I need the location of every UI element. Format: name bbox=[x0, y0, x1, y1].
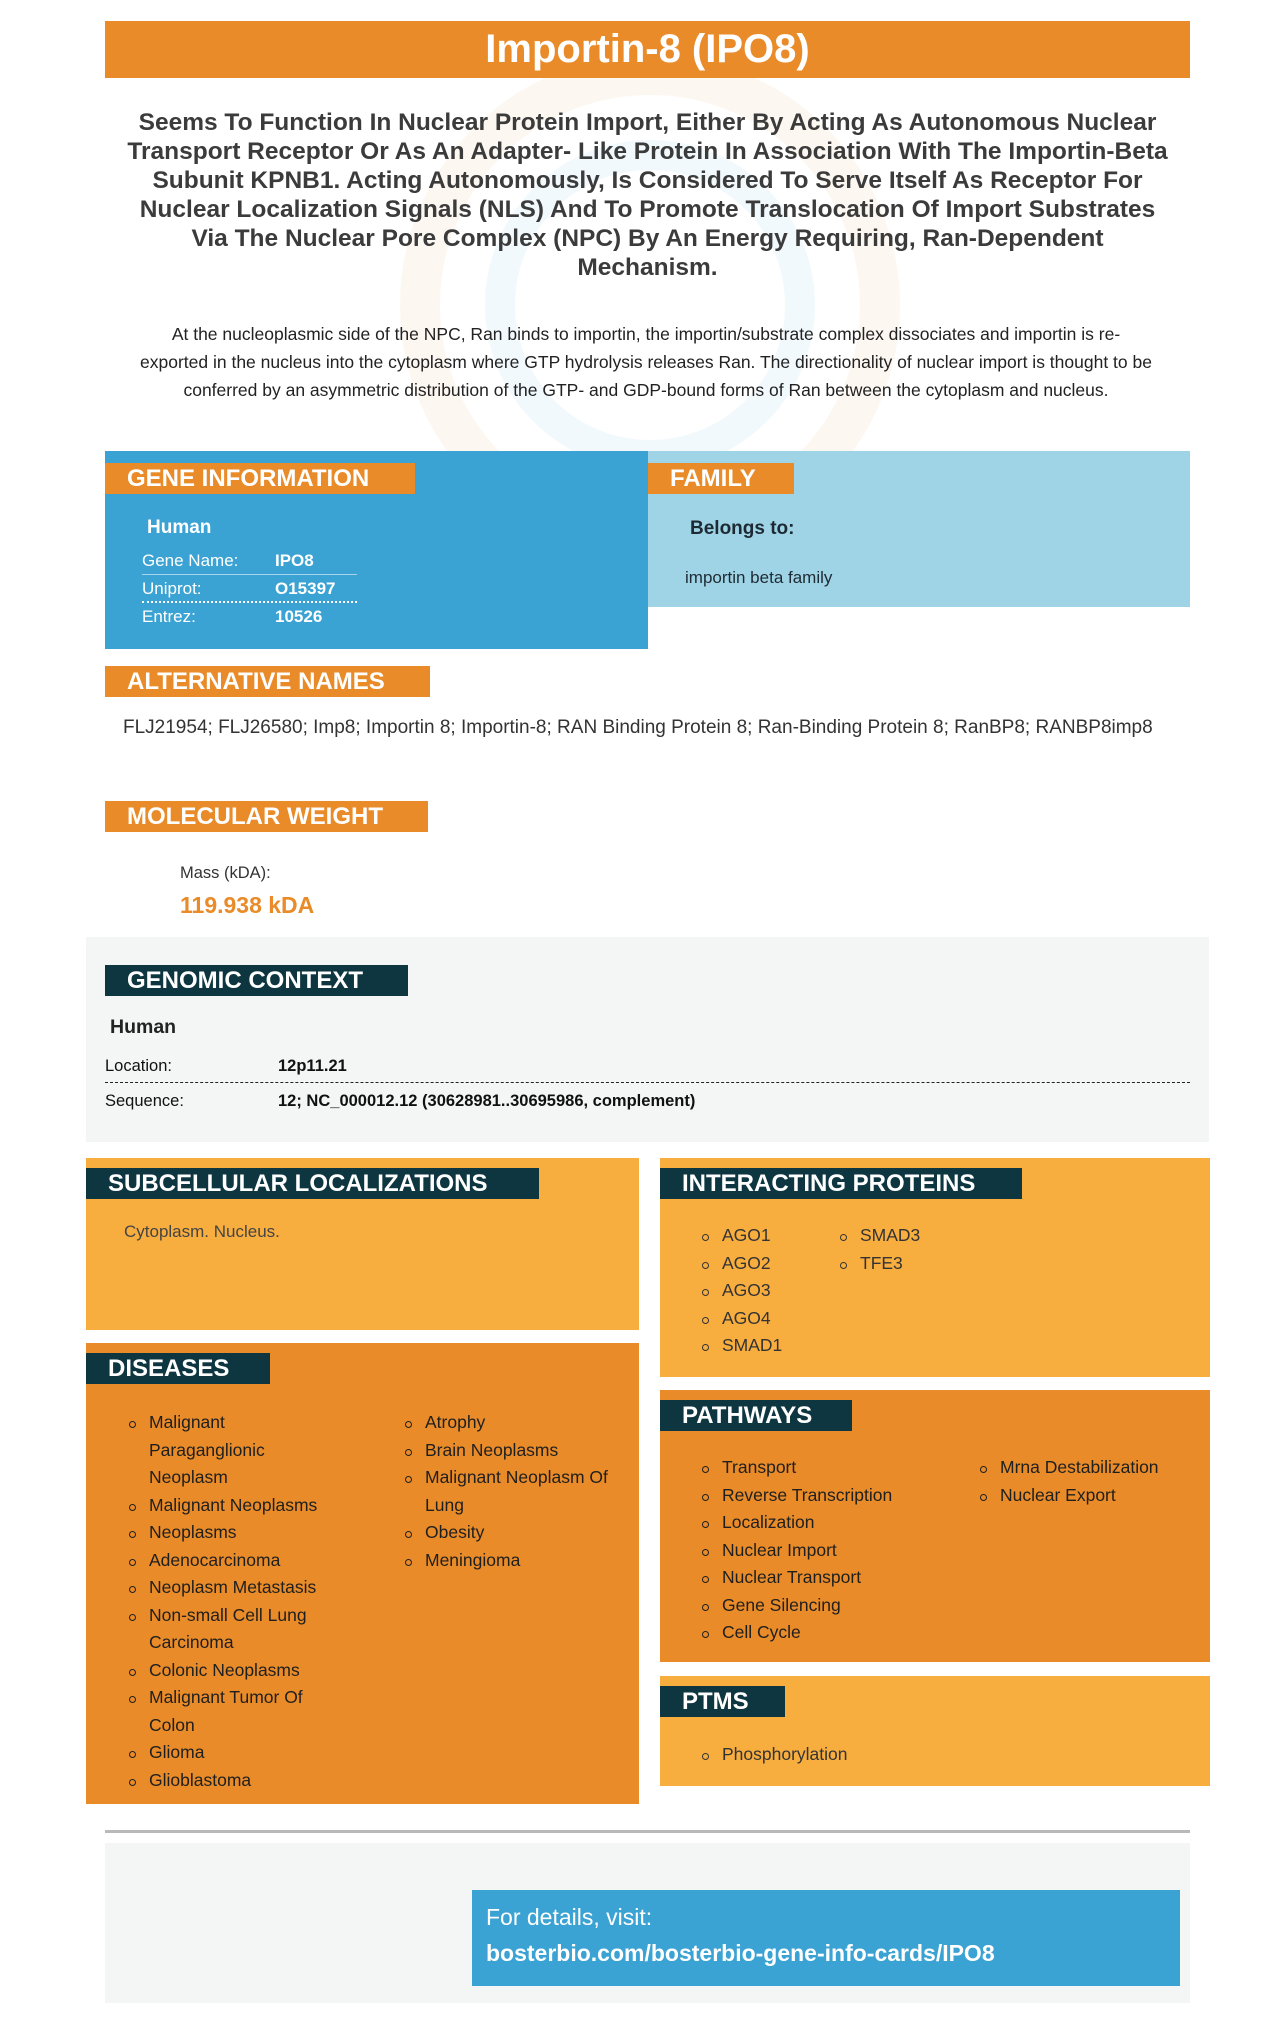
list-item: TFE3 bbox=[838, 1250, 998, 1278]
diseases-list-1 bbox=[127, 1409, 327, 1794]
mass-value: 119.938 kDA bbox=[180, 892, 315, 918]
pathways-list-2 bbox=[978, 1454, 1208, 1509]
entrez-label: Entrez: bbox=[142, 607, 196, 626]
details-intro: For details, visit: bbox=[486, 1904, 653, 1930]
family-value: importin beta family bbox=[685, 568, 833, 587]
list-item: Reverse Transcription bbox=[700, 1482, 970, 1510]
uniprot-row bbox=[142, 575, 357, 603]
entrez-value: 10526 bbox=[275, 607, 323, 626]
list-item: Adenocarcinoma bbox=[127, 1547, 327, 1575]
list-item: Localization bbox=[700, 1509, 970, 1537]
list-item: Atrophy bbox=[403, 1409, 628, 1437]
function-summary: Seems To Function In Nuclear Protein Import, Either By Acting As Autonomous Nuclear Transport Receptor Or As An Adapter- Like Protein In Association With The Importin-Beta Subunit KPNB1. Acting Autonomously, Is Considered To Serve Itself As Receptor For Nuclear Localization Signals (NLS) And To Promote Translocation Of Import Substrates Via The Nuclear Pore Complex (NPC) By An Energy Requiring, Ran-Dependent Mechanism. bbox=[127, 109, 1168, 281]
list-item: Colonic Neoplasms bbox=[127, 1657, 327, 1685]
list-item: Malignant Tumor Of Colon bbox=[127, 1684, 327, 1739]
alternative-names-text: FLJ21954; FLJ26580; Imp8; Importin 8; Importin-8; RAN Binding Protein 8; Ran-Binding Protein 8; RanBP8; RANBP8imp8 bbox=[123, 717, 1153, 738]
list-item: Malignant Neoplasm Of Lung bbox=[403, 1464, 628, 1519]
gene-information-heading: GENE INFORMATION bbox=[105, 463, 415, 494]
gene-name-row bbox=[142, 547, 357, 575]
list-item: Gene Silencing bbox=[700, 1592, 970, 1620]
pathways-heading: PATHWAYS bbox=[660, 1400, 852, 1431]
pathways-list-1 bbox=[700, 1454, 970, 1647]
list-item: Neoplasms bbox=[127, 1519, 327, 1547]
list-item: AGO1 bbox=[700, 1222, 840, 1250]
mass-label: Mass (kDA): bbox=[180, 864, 271, 882]
family-belongs-label: Belongs to: bbox=[690, 518, 795, 539]
footer-divider bbox=[105, 1830, 1190, 1833]
family-heading: FAMILY bbox=[648, 463, 794, 494]
list-item: Mrna Destabilization bbox=[978, 1454, 1208, 1482]
function-description: At the nucleoplasmic side of the NPC, Ran binds to importin, the importin/substrate complex dissociates and importin is re-exported in the nucleus into the cytoplasm where GTP hydrolysis releases Ran. The directionality of nuclear import is thought to be conferred by an asymmetric distribution of the GTP- and GDP-bound forms of Ran between the cytoplasm and nucleus. bbox=[140, 324, 1152, 400]
genomic-context-heading: GENOMIC CONTEXT bbox=[105, 965, 408, 996]
list-item: Glioblastoma bbox=[127, 1767, 327, 1795]
interacting-proteins-heading: INTERACTING PROTEINS bbox=[660, 1168, 1022, 1199]
list-item: AGO2 bbox=[700, 1250, 840, 1278]
page-title: Importin-8 (IPO8) bbox=[105, 21, 1190, 78]
list-item: Neoplasm Metastasis bbox=[127, 1574, 327, 1602]
list-item: Nuclear Export bbox=[978, 1482, 1208, 1510]
gene-name-label: Gene Name: bbox=[142, 551, 239, 570]
list-item: AGO4 bbox=[700, 1305, 840, 1333]
ptms-heading: PTMS bbox=[660, 1686, 785, 1717]
sequence-label: Sequence: bbox=[105, 1092, 184, 1110]
list-item: Malignant Neoplasms bbox=[127, 1492, 327, 1520]
list-item: Brain Neoplasms bbox=[403, 1437, 628, 1465]
list-item: Cell Cycle bbox=[700, 1619, 970, 1647]
list-item: SMAD1 bbox=[700, 1332, 840, 1360]
location-value: 12p11.21 bbox=[278, 1057, 347, 1075]
list-item: Transport bbox=[700, 1454, 970, 1482]
uniprot-label: Uniprot: bbox=[142, 579, 202, 598]
interacting-proteins-list-2 bbox=[838, 1222, 998, 1277]
diseases-heading: DISEASES bbox=[86, 1353, 270, 1384]
molecular-weight-heading: MOLECULAR WEIGHT bbox=[105, 801, 428, 832]
entrez-row bbox=[142, 603, 357, 631]
list-item: Malignant Paraganglionic Neoplasm bbox=[127, 1409, 327, 1492]
subcellular-text: Cytoplasm. Nucleus. bbox=[124, 1222, 280, 1241]
list-item: Phosphorylation bbox=[700, 1741, 1000, 1769]
sequence-value: 12; NC_000012.12 (30628981..30695986, complement) bbox=[278, 1092, 696, 1110]
interacting-proteins-list-1 bbox=[700, 1222, 840, 1360]
list-item: Nuclear Import bbox=[700, 1537, 970, 1565]
ptms-list bbox=[700, 1741, 1000, 1769]
list-item: SMAD3 bbox=[838, 1222, 998, 1250]
gene-name-value: IPO8 bbox=[275, 551, 314, 570]
details-link[interactable]: bosterbio.com/bosterbio-gene-info-cards/IPO8 bbox=[486, 1940, 995, 1966]
subcellular-heading: SUBCELLULAR LOCALIZATIONS bbox=[86, 1168, 539, 1199]
gene-species: Human bbox=[147, 517, 212, 538]
list-item: Glioma bbox=[127, 1739, 327, 1767]
list-item: Nuclear Transport bbox=[700, 1564, 970, 1592]
list-item: AGO3 bbox=[700, 1277, 840, 1305]
uniprot-value: O15397 bbox=[275, 579, 336, 598]
details-link-box[interactable] bbox=[472, 1890, 1180, 1986]
list-item: Non-small Cell Lung Carcinoma bbox=[127, 1602, 327, 1657]
diseases-list-2 bbox=[403, 1409, 628, 1574]
location-row bbox=[105, 1049, 1190, 1083]
alternative-names-heading: ALTERNATIVE NAMES bbox=[105, 666, 430, 697]
genomic-species: Human bbox=[110, 1016, 177, 1038]
list-item: Meningioma bbox=[403, 1547, 628, 1575]
location-label: Location: bbox=[105, 1057, 172, 1075]
list-item: Obesity bbox=[403, 1519, 628, 1547]
sequence-row bbox=[105, 1084, 1190, 1118]
